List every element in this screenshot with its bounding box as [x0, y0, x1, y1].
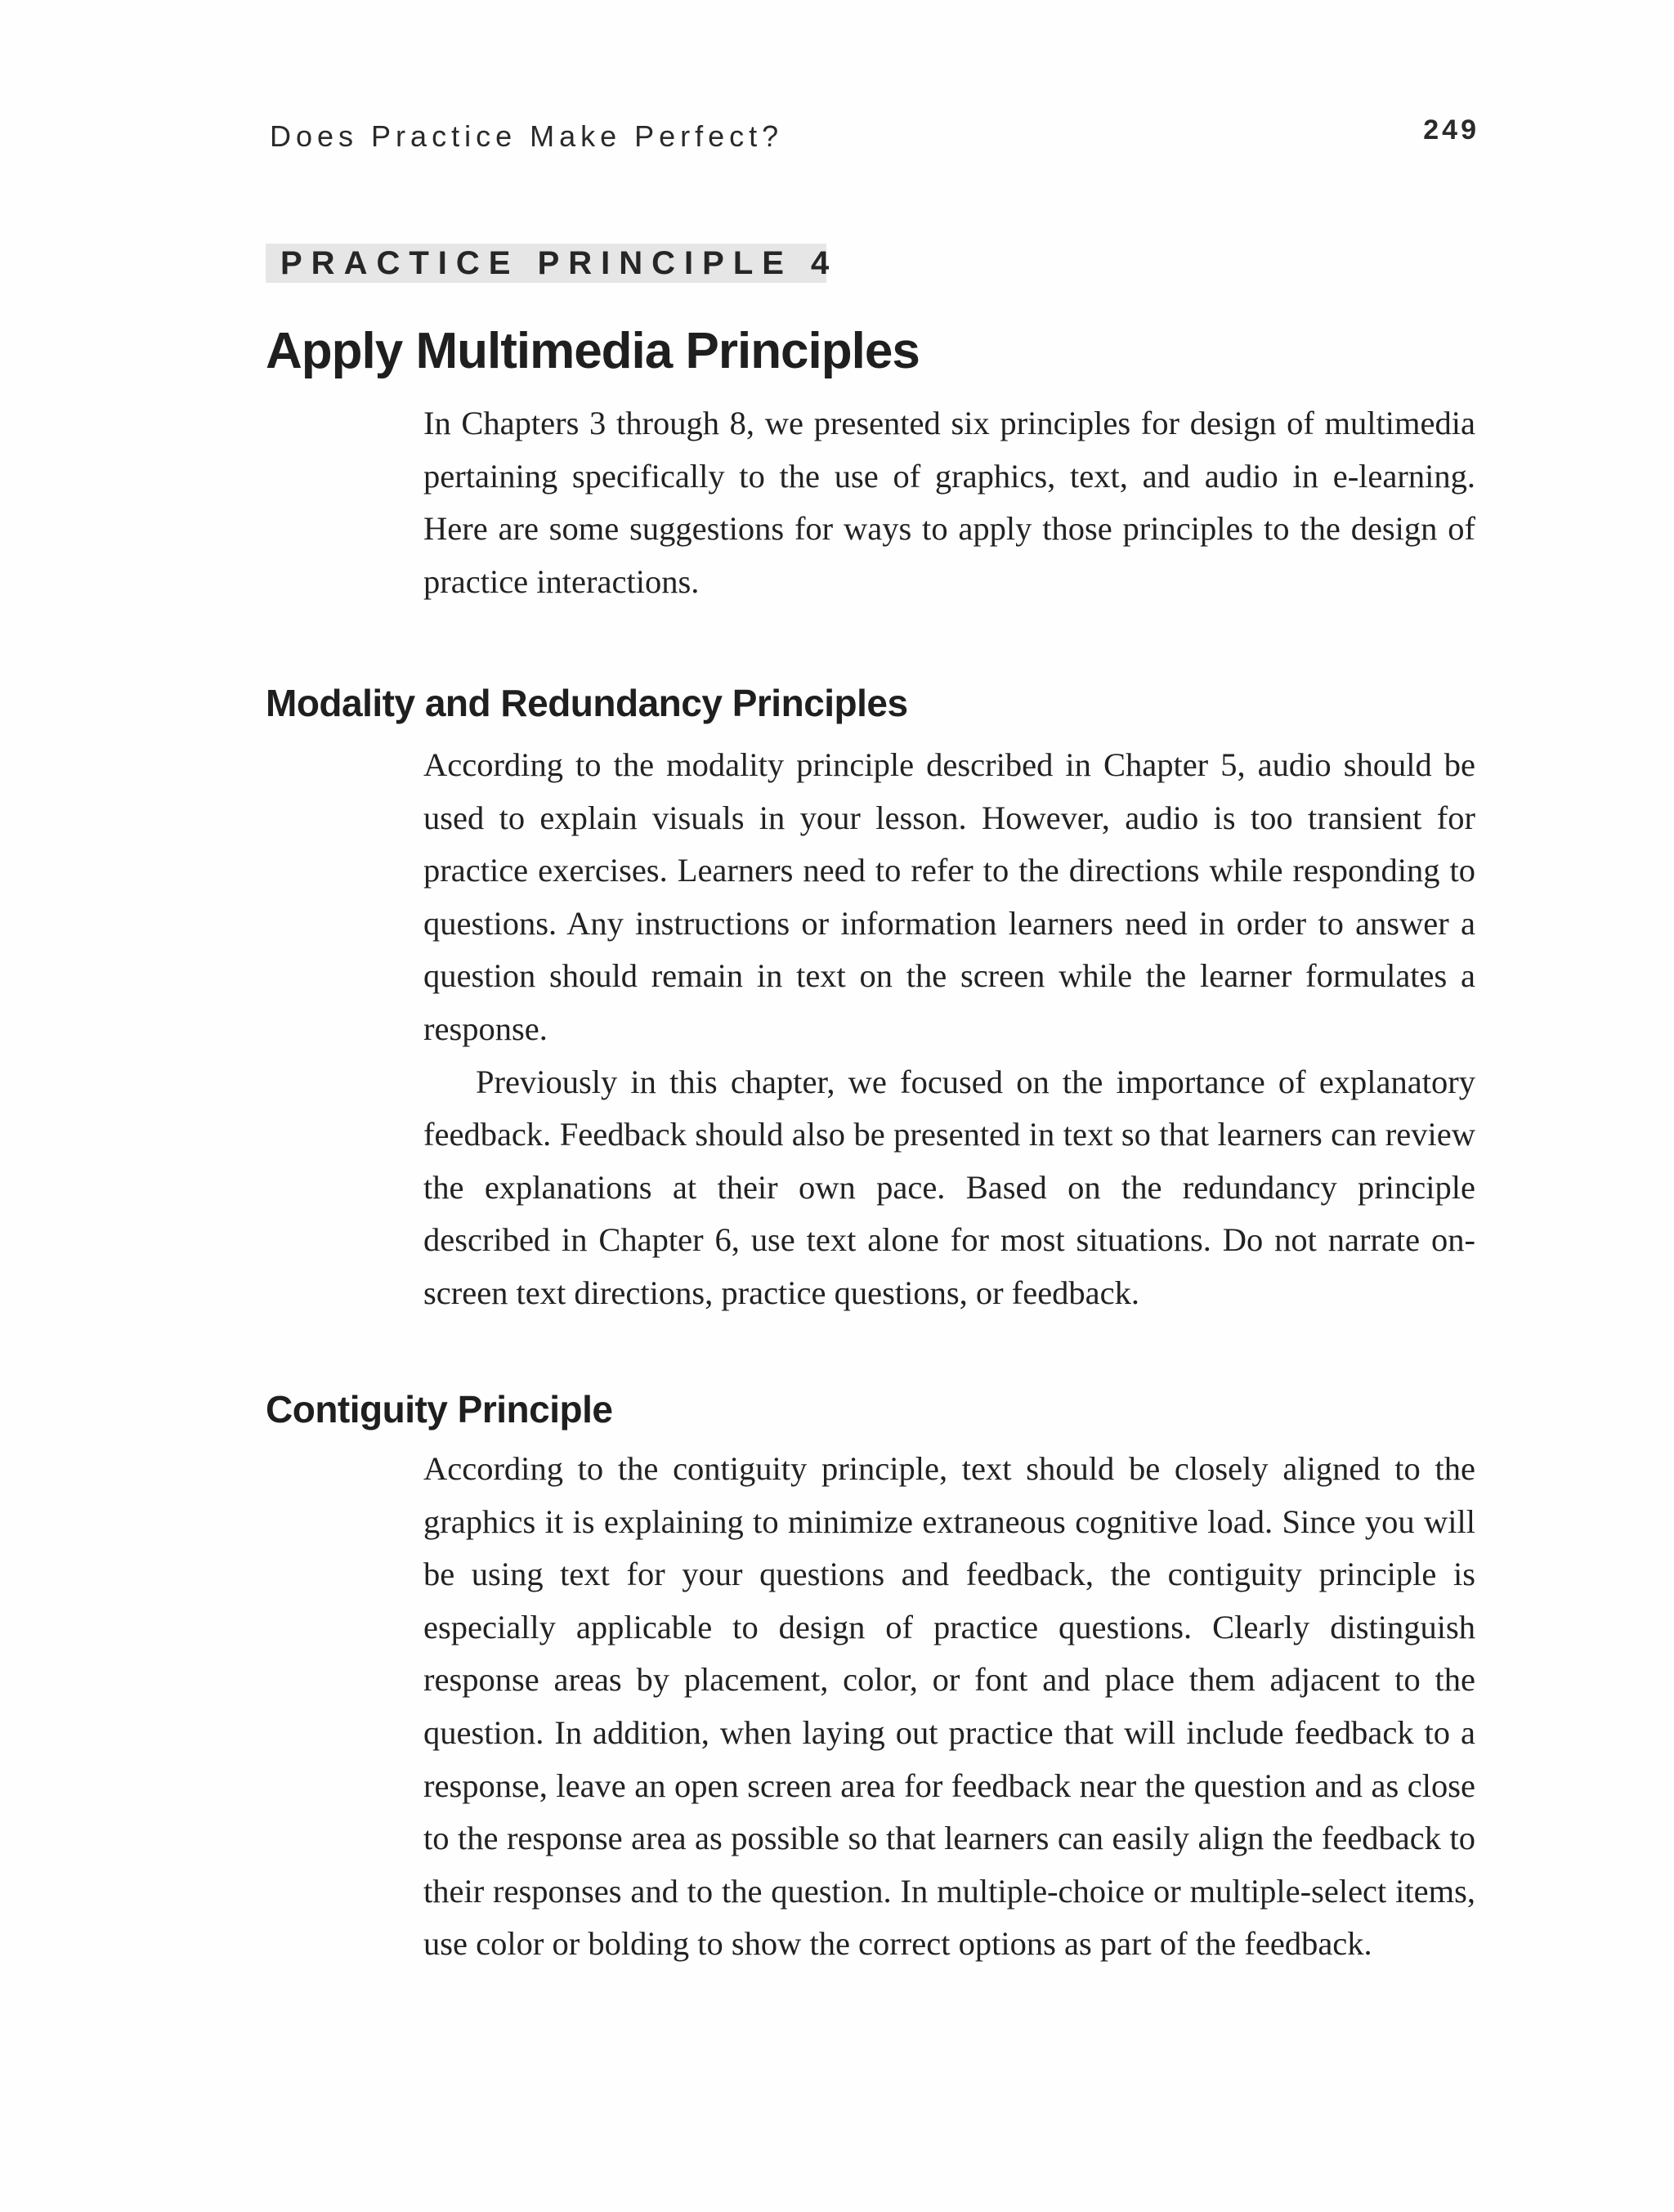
intro-paragraph: In Chapters 3 through 8, we presented six principles for design of multimedia pertaining specifically to the use of graphics, text, and audio in e-learning. Here are some suggestions for ways to apply those principles to the design of practice interactions.: [423, 405, 1475, 600]
running-head-title: Does Practice Make Perfect?: [270, 119, 784, 153]
modality-redundancy-block: [423, 739, 1475, 1320]
contiguity-paragraph: According to the contiguity principle, text should be closely aligned to the graphics it is explaining to minimize extraneous cognitive load. Since you will be using text for your questions and feedback, the contiguity principle is especially applicable to design of practice questions. Clearly distinguish response areas by placement, color, or font and place them adjacent to the question. In addition, when laying out practice that will include feedback to a response, leave an open screen area for feedback near the question and as close to the response area as possible so that learners can easily align the feedback to their responses and to the question. In multiple-choice or multiple-select items, use color or bolding to show the correct options as part of the feedback.: [423, 1450, 1475, 1963]
redundancy-paragraph: Previously in this chapter, we focused on the importance of explanatory feedback. Feedback should also be presented in text so that learners can review the explanations at their own pace. Based on the redundancy principle described in Chapter 6, use text alone for most situations. Do not narrate on-screen text directions, practice questions, or feedback.: [423, 1063, 1475, 1311]
contiguity-block: [423, 1443, 1475, 1971]
section-heading-contiguity: Contiguity Principle: [266, 1388, 613, 1431]
section-heading-modality-redundancy: Modality and Redundancy Principles: [266, 682, 908, 724]
page-number: 249: [1423, 114, 1479, 146]
modality-paragraph: According to the modality principle described in Chapter 5, audio should be used to explain visuals in your lesson. However, audio is too transient for practice exercises. Learners need to refer to the directions while responding to questions. Any instructions or information learners need in order to answer a question should remain in text on the screen while the learner formulates a response.: [423, 746, 1475, 1047]
principle-label: PRACTICE PRINCIPLE 4: [280, 245, 839, 281]
intro-block: [423, 397, 1475, 608]
principle-title: Apply Multimedia Principles: [266, 323, 920, 379]
